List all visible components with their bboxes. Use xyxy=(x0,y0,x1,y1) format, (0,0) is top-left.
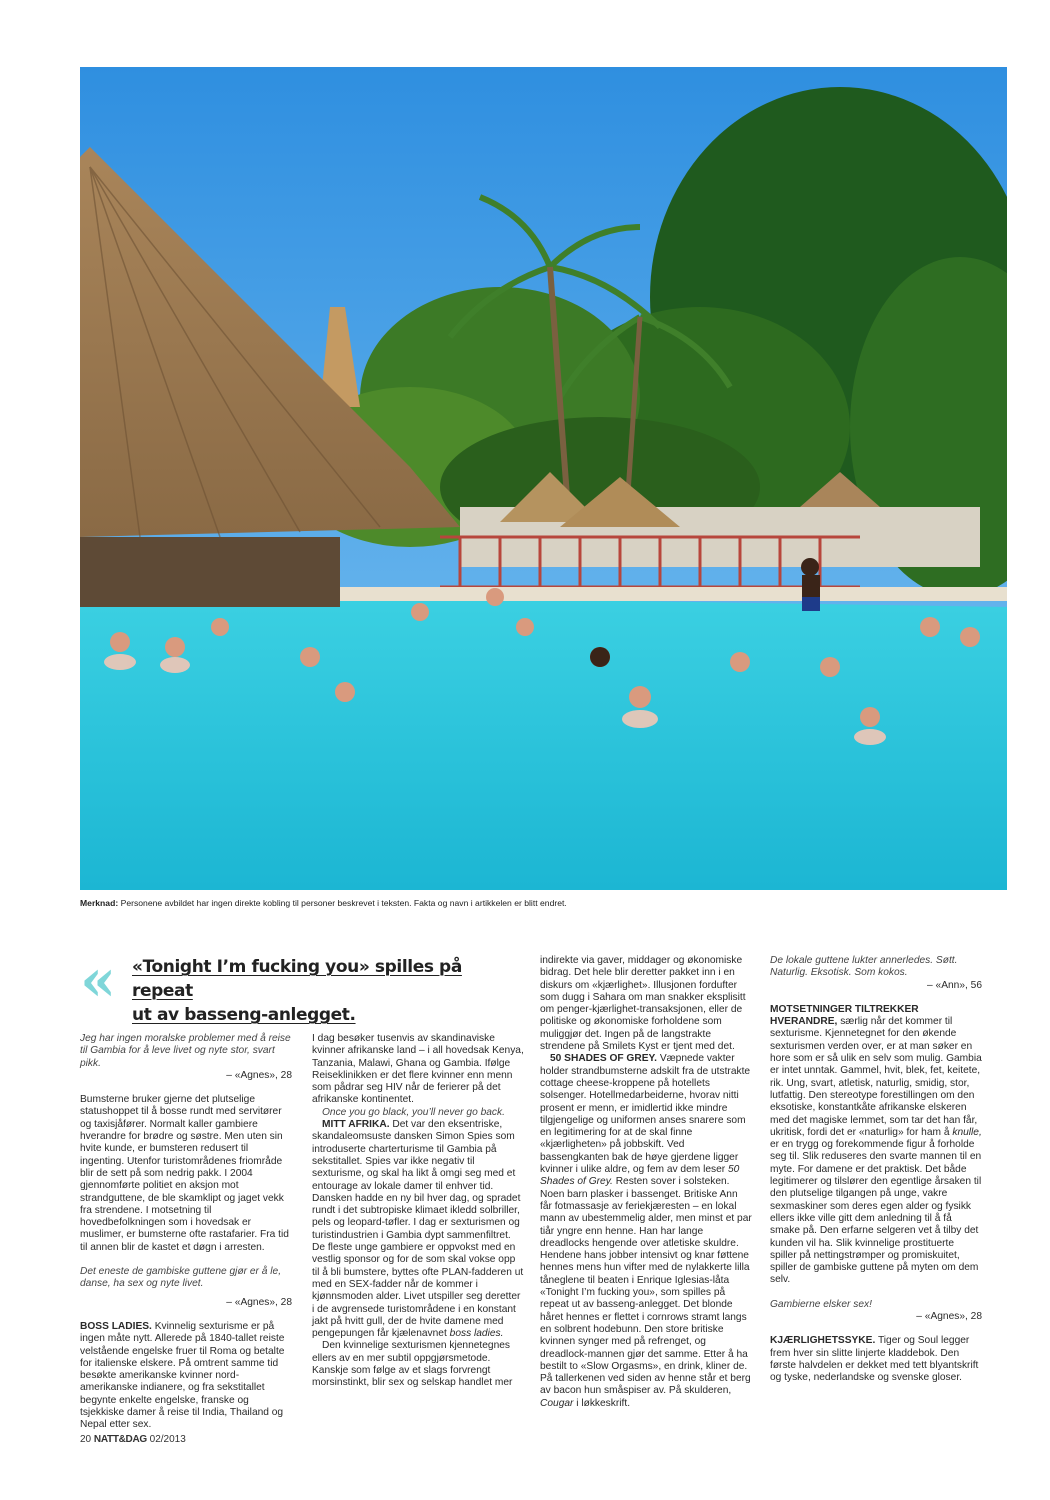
body-paragraph: I dag besøker tusenvis av skandinaviske kvinner afrikanske land – i all hovedsak Kenya, Tanzania, Malawi, Ghana og Gambia. Ifølge Reiseklinikken er det flere kvinner enn menn som pådrar seg HIV når de ferierer på det afrikanske kontinentet. xyxy=(312,1033,524,1106)
pull-quote-line-1: «Tonight I’m fucking you» spilles på repeat xyxy=(132,957,462,1001)
section-lead: 50 SHADES OF GREY. xyxy=(550,1053,657,1065)
quote-agnes-1: Jeg har ingen moralske problemer med å reise til Gambia for å leve livet og nyte stor, svart pikk. xyxy=(80,1033,291,1069)
resort-pool-photo xyxy=(80,67,1007,890)
caption-label: Merknad: xyxy=(80,898,119,908)
body-paragraph: BOSS LADIES. Kvinnelig sexturisme er på ingen måte nytt. Allerede på 1840-tallet reiste velstående engelske fruer til Roma og betalte for italienske elskere. På omtrent samme tid besøkte amerikanske kvinner nord-amerikanske indianere, og fra sekstitallet begynte enkelte engelske, franske og tsjekkiske damer å reise til India, Thailand og Nepal etter sex. xyxy=(80,1320,285,1431)
quote-mark-icon: « xyxy=(80,946,117,1014)
quote-once-you-go-black: Once you go black, you’ll never go back. xyxy=(322,1106,505,1118)
quote-source: – «Ann», 56 xyxy=(927,979,982,991)
pull-quote-line-2: ut av basseng-anlegget. xyxy=(132,1005,356,1025)
body-paragraph: 50 SHADES OF GREY. Væpnede vakter holder strandbumsterne adskilt fra de utstrakte cottage cheese-kroppene på hotellets solsenger. Hotellmedarbeiderne, hvorav nitti prosent er menn, er imidlertid ikke mindre tilgjengelige og uniformen anses snarere som en legitimering for at de skal finne «kjærligheten» på jobbskift. Ved bassengkanten bak de høye gjerdene ligger kvinner i ulike aldre, og fem av dem leser 50 Shades of Grey. Resten sover i solsteken. Noen barn plasker i bassenget. Britiske Ann får fotmassasje av feriekjæresten – en lokal mann av ubestemmelig alder, men minst et par tiår yngre enn henne. Han har lange dreadlocks hengende over atletiske skuldre. Hendene hans jobber intensivt og knar føttene hennes mens hun vifter med de nylakkerte lilla tåneglene til beaten i Enrique Iglesias-låta «Tonight I’m fucking you», som spilles på repeat ut av basseng-anlegget. Det blonde håret hennes er flettet i cornrows stramt langs en solbrent hodebunn. Den store britiske kvinnen synger med på refrenget, og dreadlock-mannen gjør det samme. Etter å ha bestilt to «Slow Orgasms», en drink, kliner de. På tallerkenen ved siden av henne står et berg av bacon hun småspiser av. På skulderen, Cougar i løkkeskrift. xyxy=(540,1053,752,1409)
quote-source: – «Agnes», 28 xyxy=(916,1311,982,1323)
body-paragraph: MITT AFRIKA. Det var den eksentriske, skandaleomsuste dansken Simon Spies som introduserte charterturisme til Gambia på sekstitallet. Spies var ikke negativ til sexturisme, og skal ha likt å omgi seg med et entourage av lokale damer til enhver tid. Dansken hadde en ny bil hver dag, og spradet rundt i det subtropiske klimaet ikledd solbriller, pels og leopard-tøfler. I dag er sexturismen og turistindustrien i Gambia dypt sammenfiltret. De fleste unge gambiere er oppvokst med en vestlig sponsor og for de som skal vokse opp til å bli bumstere, byttes ofte PLAN-fadderen ut med en SEX-fadder når de kommer i kjønnsmoden alder. Livet utspiller seg deretter i de avgrensede turistområdene i en konstant jakt på hvitt gull, der de hvite damene med pengepungen får kjælenavnet boss ladies. xyxy=(312,1119,524,1340)
magazine-brand: NATT&DAG xyxy=(93,1434,147,1445)
article-column-1 xyxy=(80,1033,292,1432)
body-paragraph: indirekte via gaver, middager og økonomiske bidrag. Det hele blir deretter pakket inn i en diskurs om «kjærlighet». Illusjonen fordufter som dugg i Sahara om man snakker eksplisitt om penger-kjærlighet-transaksjonen, eller de politiske og økonomiske forholdene som muliggjør det. Ingen på de langstrakte strendene på Smilets Kyst er tjent med det. xyxy=(540,955,746,1053)
pull-quote xyxy=(80,946,500,1025)
quote-agnes-2: Det eneste de gambiske guttene gjør er å le, danse, ha sex og nyte livet. xyxy=(80,1266,282,1290)
body-paragraph: MOTSETNINGER TILTREKKER HVERANDRE, særlig når det kommer til sexturisme. Kjennetegnet for den økende sexturismen verden over, er at man søker en hore som er så ulik en selv som mulig. Gambia er intet unntak. Gammel, hvit, blek, fet, keitete, rik. Ung, svart, atletisk, naturlig, smidig, stor, lutfattig. Den stereotype forestillingen om den eksotiske, konstantkåte afrikanske elskeren med det magiske lemmet, som tar det han får, ukritisk, fordi det er «naturlig» for ham å knulle, er en trygg og forekommende figur å forholde seg til. Slik reduseres den svarte mannen til en myte. For damene er det praktisk. Det både legitimerer og tilslører den egentlige årsaken til den plutselige tilgangen på unge, vakre sexmaskiner som deres egen alder og fysikk ellers ikke ville gitt dem anledning til å få smake på. Den erfarne selgeren vet å tilby det kunden vil ha. Slik kvinnelige prostituerte spiller på nettingstrømper og promiskuitet, spiller de gambiske guttene på myten om dem selv. xyxy=(770,1003,982,1286)
page-number: 20 xyxy=(80,1434,92,1445)
quote-source: – «Agnes», 28 xyxy=(226,1296,292,1308)
section-lead: MOTSETNINGER TILTREKKER HVERANDRE, xyxy=(770,1003,919,1028)
article-column-4 xyxy=(770,955,982,1385)
body-paragraph: Den kvinnelige sexturismen kjennetegnes ellers av en mer subtil oppgjørsmetode. Kanskje som følge av et slags forvrengt morsinstinkt, blir sex og selskap handlet mer xyxy=(312,1340,513,1389)
quote-ann: De lokale guttene lukter annerledes. Søtt. Naturlig. Eksotisk. Som kokos. xyxy=(770,955,958,979)
quote-source: – «Agnes», 28 xyxy=(226,1069,292,1081)
article-column-3 xyxy=(540,955,752,1410)
photo-caption xyxy=(80,897,1007,909)
caption-text: Personene avbildet har ingen direkte kobling til personer beskrevet i teksten. Fakta og navn i artikkelen er blitt endret. xyxy=(118,898,567,908)
article-column-2 xyxy=(312,1033,524,1390)
page-footer xyxy=(80,1434,186,1445)
section-lead: MITT AFRIKA. xyxy=(322,1119,390,1131)
section-lead: KJÆRLIGHETSSYKE. xyxy=(770,1335,876,1347)
quote-agnes-3: Gambierne elsker sex! xyxy=(770,1298,872,1310)
body-paragraph: Bumsterne bruker gjerne det plutselige statushoppet til å bosse rundt med servitører og taxisjåfører. Normalt kaller gambiere hverandre for brødre og søstre. Men uten sin hvite kunde, er bumsteren redusert til ingenting. Utenfor turistområdenes friområde blir de sett på som nedrig pakk. I 2004 gjennomførte politiet en aksjon mot strandguttene, de ble skamklipt og jaget vekk fra strendene. I motsetning til hovedbefolkningen som i hovedsak er muslimer, er bumsterne ofte rastafarier. Fra tid til annen blir de kastet et døgn i arresten. xyxy=(80,1094,289,1253)
section-lead: BOSS LADIES. xyxy=(80,1320,152,1332)
issue-number: 02/2013 xyxy=(149,1434,186,1445)
body-paragraph: KJÆRLIGHETSSYKE. Tiger og Soul legger frem hver sin slitte linjerte kladdebok. Den første halvdelen er dekket med tett blyantskrift og tyske, nederlandske og svenske gloser. xyxy=(770,1335,979,1384)
